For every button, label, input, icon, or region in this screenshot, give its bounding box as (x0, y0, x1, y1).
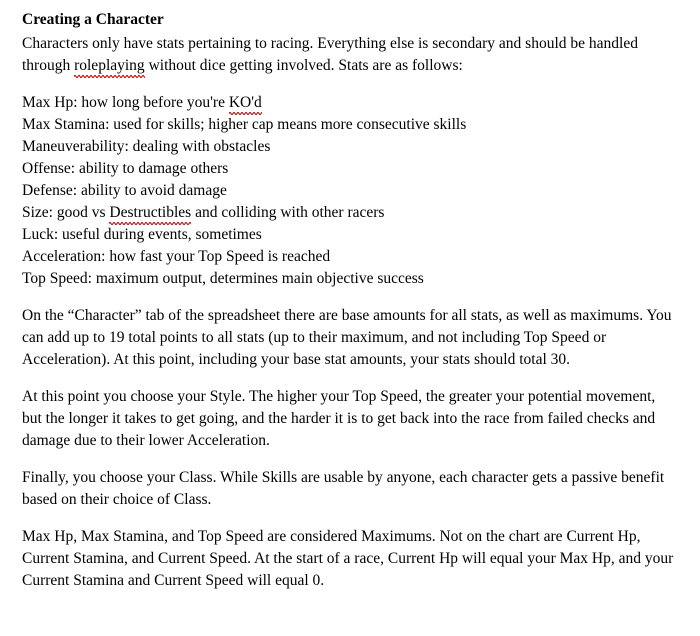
misspelled-word-kod: KO'd (229, 92, 262, 114)
stat-line-luck (22, 224, 678, 246)
stats-list (22, 92, 678, 290)
stat-text-before: Acceleration: how fast your Top Speed is reached (22, 247, 331, 265)
misspelled-word-destructibles: Destructibles (109, 202, 191, 224)
paragraph-style: At this point you choose your Style. The higher your Top Speed, the greater your potential movement, but the longer it takes to get going, and the harder it is to get back into the race from failed checks and damage due to their lower Acceleration. (22, 387, 656, 449)
intro-text-part-1: Characters only have stats pertaining to racing. Everything else is secondary and should be handled through (22, 34, 638, 74)
paragraph-character-tab: On the “Character” tab of the spreadsheet there are base amounts for all stats, as well as maximums. You can add up to 19 total points to all stats (up to their maximum, and not including Top Speed or Acceleration). At this point, including your base stat amounts, your stats should total 30. (22, 306, 672, 368)
stat-text-before: Size: good vs (22, 203, 110, 221)
intro-paragraph (22, 33, 678, 77)
page-title: Creating a Character (22, 11, 164, 28)
misspelled-word-roleplaying: roleplaying (74, 55, 145, 77)
stat-line-size (22, 202, 678, 224)
stat-line-defense (22, 180, 678, 202)
stat-text-before: Top Speed: maximum output, determines main objective success (22, 269, 424, 287)
spacer-1 (22, 371, 678, 386)
paragraph-maximums: Max Hp, Max Stamina, and Top Speed are considered Maximums. Not on the chart are Current Hp, Current Stamina, and Current Speed. At the start of a race, Current Hp will equal your Max Hp, and your Current Stamina and Current Speed will equal 0. (22, 527, 674, 589)
spacer-after-intro (22, 77, 678, 92)
intro-text-part-2: without dice getting involved. Stats are as follows: (144, 56, 463, 74)
stat-line-offense (22, 158, 678, 180)
stat-text-before: Max Hp: how long before you're (22, 93, 229, 111)
stat-text-before: Luck: useful during events, sometimes (22, 225, 262, 243)
stat-text-before: Maneuverability: dealing with obstacles (22, 137, 271, 155)
stat-text-before: Offense: ability to damage others (22, 159, 229, 177)
stat-line-acceleration (22, 246, 678, 268)
paragraph-class: Finally, you choose your Class. While Skills are usable by anyone, each character gets a passive benefit based on their choice of Class. (22, 468, 665, 508)
spacer-3 (22, 511, 678, 526)
stat-line-maneuverability (22, 136, 678, 158)
stat-line-max-stamina (22, 114, 678, 136)
stat-text-before: Defense: ability to avoid damage (22, 181, 227, 199)
stat-line-top-speed (22, 268, 678, 290)
stat-text-before: Max Stamina: used for skills; higher cap means more consecutive skills (22, 115, 467, 133)
stat-text-after: and colliding with other racers (191, 203, 385, 221)
spacer-after-stats (22, 290, 678, 305)
stat-line-max-hp (22, 92, 678, 114)
spacer-2 (22, 452, 678, 467)
